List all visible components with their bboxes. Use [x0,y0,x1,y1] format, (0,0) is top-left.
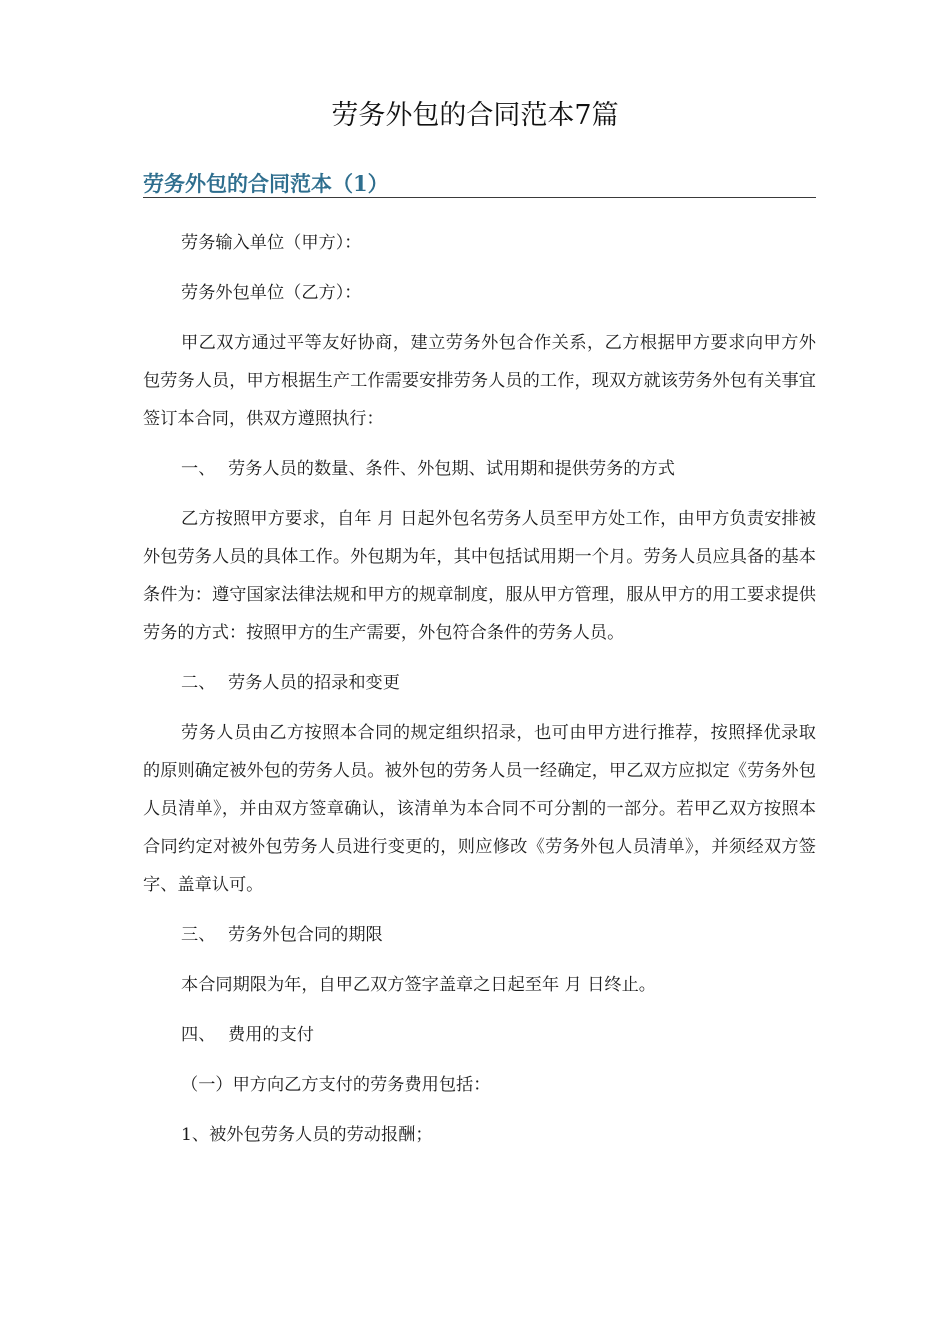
clause-heading-3 [143,916,816,954]
fee-item-1: 1、被外包劳务人员的劳动报酬； [181,1125,433,1145]
clause-title: 劳务外包合同的期限 [228,925,383,945]
section-heading: 劳务外包的合同范本（1） [143,171,816,198]
clause-1-paragraph: 乙方按照甲方要求，自年 月 日起外包名劳务人员至甲方处工作，由甲方负责安排被外包劳务人员的具体工作。外包期为年，其中包括试用期一个月。劳务人员应具备的基本条件为：遵守国家法律法规和甲方的规章制度，服从甲方管理，服从甲方的用工要求提供劳务的方式：按照甲方的生产需要，外包符合条件的劳务人员。 [143,509,816,643]
intro-paragraph: 甲乙双方通过平等友好协商，建立劳务外包合作关系，乙方根据甲方要求向甲方外包劳务人员，甲方根据生产工作需要安排劳务人员的工作，现双方就该劳务外包有关事宜签订本合同，供双方遵照执行： [143,333,816,429]
clause-number: 三、 [181,925,216,945]
clause-3-paragraph: 本合同期限为年，自甲乙双方签字盖章之日起至年 月 日终止。 [181,975,656,995]
clause-number: 一、 [181,459,216,479]
clause-number: 二、 [181,673,216,693]
clause-title: 劳务人员的招录和变更 [228,673,400,693]
clause-number: 四、 [181,1025,216,1045]
clause-heading-4 [143,1016,816,1054]
clause-title: 费用的支付 [228,1025,314,1045]
clause-2-paragraph: 劳务人员由乙方按照本合同的规定组织招录，也可由甲方进行推荐，按照择优录取的原则确定被外包的劳务人员。被外包的劳务人员一经确定，甲乙双方应拟定《劳务外包人员清单》，并由双方签章确认，该清单为本合同不可分割的一部分。若甲乙双方按照本合同约定对被外包劳务人员进行变更的，则应修改《劳务外包人员清单》，并须经双方签字、盖章认可。 [143,723,816,895]
clause-heading-2 [143,664,816,702]
clause-title: 劳务人员的数量、条件、外包期、试用期和提供劳务的方式 [228,459,675,479]
clause-heading-1 [143,450,816,488]
document-body [143,224,816,1154]
party-a-line: 劳务输入单位（甲方）： [181,233,362,253]
document-title: 劳务外包的合同范本7篇 [331,100,619,131]
fee-subheading: （一）甲方向乙方支付的劳务费用包括： [181,1075,491,1095]
party-b-line: 劳务外包单位（乙方）： [181,283,362,303]
